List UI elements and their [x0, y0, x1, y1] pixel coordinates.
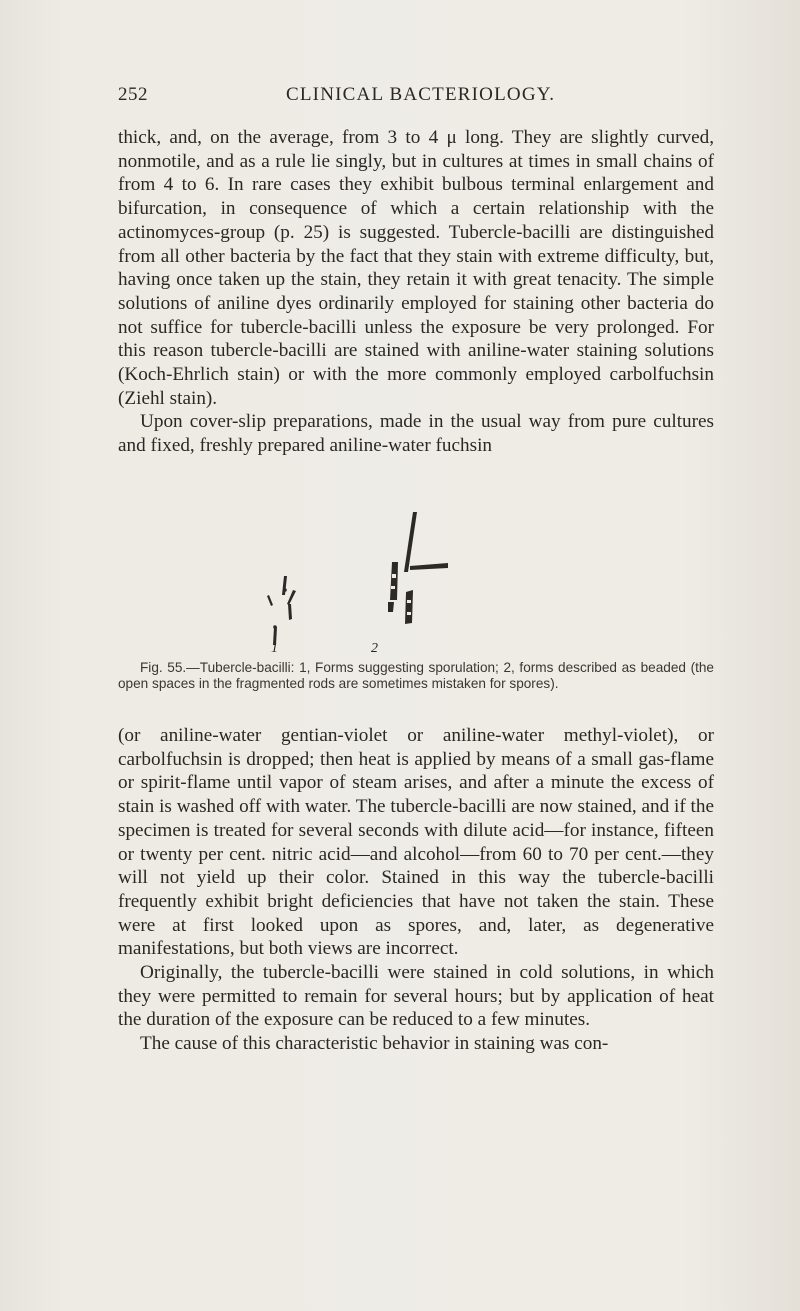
bacilli-illustration	[118, 500, 714, 665]
figure-55	[118, 500, 714, 665]
paragraph: thick, and, on the average, from 3 to 4 μ long. They are slightly curved, nonmotile, and as a rule lie singly, but in cultures at times in small chains of from 4 to 6. In rare cases they exhibit bulbous terminal enlargement and bifurcation, in consequence of which a certain relationship with the actinomyces-group (p. 25) is suggested. Tubercle-bacilli are distinguished from all other bacteria by the fact that they stain with extreme difficulty, but, having once taken up the stain, they retain it with great tenacity. The simple solutions of aniline dyes ordinarily employed for staining other bacteria do not suffice for tubercle-bacilli unless the exposure be very prolonged. For this reason tubercle-bacilli are stained with aniline-water staining solutions (Koch-Ehrlich stain) or with the more commonly employed carbolfuchsin (Ziehl stain).	[118, 127, 714, 409]
bacilli-group-2	[388, 512, 448, 624]
figure-caption: Fig. 55.—Tubercle-bacilli: 1, Forms suggesting sporulation; 2, forms described as beaded (the open spaces in the fragmented rods are sometimes mistaken for spores).	[118, 660, 714, 691]
figure-label-1: 1	[271, 641, 278, 656]
running-head	[118, 84, 712, 112]
paragraph: Upon cover-slip preparations, made in the usual way from pure cultures and fixed, freshly prepared aniline-water fuchsin	[118, 411, 714, 457]
text-block-top	[118, 126, 714, 458]
bacilli-group-1	[267, 576, 296, 645]
paragraph: (or aniline-water gentian-violet or aniline-water methyl-violet), or carbolfuchsin is dropped; then heat is applied by means of a small gas-flame or spirit-flame until vapor of steam arises, and after a minute the excess of stain is washed off with water. The tubercle-bacilli are now stained, and if the specimen is treated for several seconds with dilute acid—for instance, fifteen or twenty per cent. nitric acid—and alcohol—from 60 to 70 per cent.—they will not yield up their color. Stained in this way the tubercle-bacilli frequently exhibit bright deficiencies that have not taken the stain. These were at first looked upon as spores, and, later, as degenerative manifestations, but both views are incorrect.	[118, 725, 714, 960]
running-title: CLINICAL BACTERIOLOGY.	[286, 84, 556, 105]
text-block-bottom	[118, 724, 714, 1056]
figure-label-2: 2	[371, 641, 378, 656]
paragraph: Originally, the tubercle-bacilli were stained in cold solutions, in which they were permitted to remain for several hours; but by application of heat the duration of the exposure can be reduced to a few minutes.	[118, 962, 714, 1031]
page-number: 252	[118, 84, 148, 105]
paragraph: The cause of this characteristic behavior in staining was con-	[140, 1033, 609, 1055]
